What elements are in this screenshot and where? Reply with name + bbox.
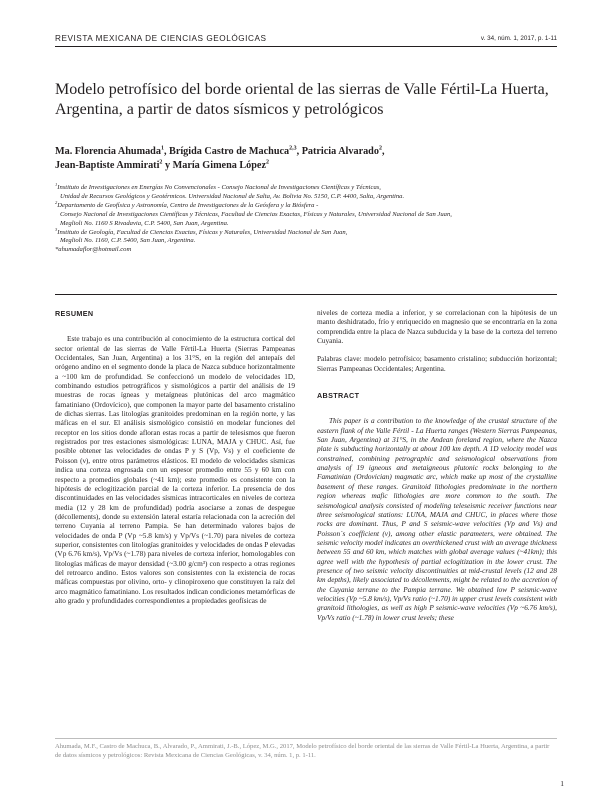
author-affiliation-marker: 2: [265, 159, 269, 166]
page-number: 1: [560, 779, 564, 788]
author-name: Jean-Baptiste Ammirati: [55, 159, 160, 171]
author-affiliation-marker: 1: [160, 145, 164, 152]
issue-info: v. 34, núm. 1, 2017, p. 1-11: [480, 34, 557, 42]
author-name: Brígida Castro de Machuca: [169, 146, 290, 157]
resumen-paragraph-continued: niveles de corteza media a inferior, y se correlacionan con la hipótesis de un manto deshidratado, frío y enriquecido en magnesio que se encontraría en la zona comprendida entre la placa de Nazca subducida y la base de la corteza del terreno Cuyania.: [317, 308, 557, 346]
affiliation-2-cont: Consejo Nacional de Investigaciones Científicas y Técnicas, Facultad de Ciencias Exactas, Físicas y Naturales, Universidad Nacional de San Juan,: [60, 210, 452, 218]
journal-name: REVISTA MEXICANA DE CIENCIAS GEOLÓGICAS: [55, 34, 267, 43]
author-name: Patricia Alvarado: [301, 146, 379, 157]
running-head: [55, 31, 557, 47]
affiliation-3-cont: Meglioli No. 1160, C.P. 5400, San Juan, Argentina.: [60, 237, 196, 245]
section-divider: [55, 294, 557, 295]
affiliation-2: Departamento de Geofísica y Astronomía, Centro de Investigaciones de la Geósfera y la Biósfera -: [57, 201, 319, 209]
author-name: Ma. Florencia Ahumada: [55, 146, 161, 157]
article-title: [55, 80, 560, 119]
citation: Ahumada, M.F., Castro de Machuca, B., Alvarado, P., Ammirati, J.-B., López, M.G., 2017, Modelo petrofísico del borde oriental de las sierras de Valle Fértil-La Huerta, Argentina, a partir de datos sísmicos y petrológicos: Revista Mexicana de Ciencias Geológicas, v. 34, núm. 1, p. 1-11.: [55, 743, 550, 759]
affiliation-1: Instituto de Investigaciones en Energías No Convencionales - Consejo Nacional de Investigaciones Científicas y Técnicas,: [57, 184, 381, 191]
author-name: María Gimena López: [172, 159, 266, 171]
left-column: [55, 309, 295, 605]
abstract-paragraph: This paper is a contribution to the knowledge of the crustal structure of the eastern flank of the Valle Fértil - La Huerta ranges (Western Sierras Pampeanas, San Juan, Argentina) at 31°S, in the Andean foreland region, where the Nazca plate is subducting horizontally at about 100 km depth. A 1D velocity model was constrained, combining petrographic and seismological observations from analysis of 19 igneous and metaigneous plutonic rocks belonging to the Famatinian (Ordovician) magmatic arc, which make up most of the crystalline basement of these ranges. Granitoid lithologies predominate in the northern region whereas mafic lithologies are more common to the south. The seismological analysis consisted of modeling teleseismic receiver functions near three seismological stations: LUNA, MAJA and CHUC, in places where those rocks are dominant. Thus, P and S seismic-wave velocities (Vp and Vs) and Poisson´s coefficient (ν), among other elastic parameters, were obtained. The seismic velocity model indicates an overthickened crust with an average thickness between 55 and 60 km, which matches with global average values (~41km); this agree well with the hypothesis of partial eclogitization in the lower crust. The presence of two seismic velocity discontinuities at mid-crustal levels (12 and 28 km depths), likely associated to décollements, might be related to the accretion of the Cuyania terrane to the Pampia terrane. We obtained low P seismic-wave velocities (Vp ~5.8 km/s), Vp/Vs ratio (~1.70) in upper crust levels consistent with granitoid lithologies, as well as high P seismic-wave velocities (Vp ~6.76 km/s), Vp/Vs ratio (~1.78) in lower crust levels; these: [317, 416, 557, 622]
author-list: Ma. Florencia Ahumada$^1$, Brígida Castro de Machuca$^{2,3}$, Patricia Alvarado$^2$, Jean-Baptiste Ammirati$^2$ y María Gimena López$^2$: [55, 145, 385, 171]
resumen-heading: RESUMEN: [55, 309, 94, 318]
affiliation-2-cont: Meglioli No. 1160 S Rivadavia, C.P. 5400, San Juan, Argentina.: [60, 219, 229, 227]
affiliations: $^1$Instituto de Investigaciones en Energías No Convencionales - Consejo Nacional de Investigaciones Científicas y Técnicas, Unidad de Recursos Geológicos y Geotérmicos. Universidad Nacional de Salta, Av. Bolivia No. 5150, C.P. 4400, Salta, Argentina. $^2$Departamento de Geofísica y Astronomía, Centro de Investigaciones de la Geósfera y la Biósfera - Consejo Nacional de Investigaciones Científicas y Técnicas, Facultad de Ciencias Exactas, Físicas y Naturales, Universidad Nacional de San Juan, Meglioli No. 1160 S Rivadavia, C.P. 5400, San Juan, Argentina. $^3$Instituto de Geología, Facultad de Ciencias Exactas, Físicas y Naturales, Universidad Nacional de San Juan, Meglioli No. 1160, C.P. 5400, San Juan, Argentina. *ahumadaflor@hotmail.com: [55, 181, 452, 254]
title-line-1: Modelo petrofísico del borde oriental de las sierras de Valle Fértil-La Huerta,: [55, 81, 549, 98]
title-line-2: Argentina, a partir de datos sísmicos y petrológicos: [55, 100, 384, 118]
resumen-paragraph: Este trabajo es una contribución al conocimiento de la estructura cortical del sector oriental de las sierras de Valle Fértil-La Huerta (Sierras Pampeanas Occidentales, San Juan, Argentina) a los 31°S, en la región del antepaís del orógeno andino en el segmento donde la placa de Nazca subduce horizontalmente a ~100 km de profundidad. Se confeccionó un modelo de velocidades 1D, combinando estudios petrográficos y sismológicos a partir del análisis de 19 muestras de rocas ígneas y metaígneas plutónicas del arco magmático famatiniano (Ordovícico), que componen la mayor parte del basamento cristalino de dichas sierras. Las litologías granitoides predominan en la región norte, y las máficas en el sur. El análisis sismológico consistió en modelar funciones del receptor en los sitios donde afloran estas rocas a partir de telesismos que fueron registrados por tres estaciones sismológicas: LUNA, MAJA y CHUC. Así, fue posible obtener las velocidades de ondas P y S (Vp, Vs) y el coeficiente de Poisson (ν), entre otros parámetros elásticos. El modelo de velocidades sísmicas indica una corteza engrosada con un espesor promedio entre 55 y 60 km con respecto a promedios globales (~41 km); este promedio es consistente con la hipótesis de eclogitización parcial de la corteza inferior. La presencia de dos discontinuidades en las velocidades sísmicas intracorticales en niveles de corteza media (12 y 28 km de profundidad) podría asociarse a zonas de despegue (décollements), donde su extensión lateral estaría relacionada con la acreción del terreno Cuyania al terreno Pampia. Se han determinado valores bajos de velocidades de onda P (Vp ~5.8 km/s) y Vp/Vs (~1.70) para niveles de corteza superior, consistentes con litologías granitoides y velocidades de ondas P elevadas (Vp 6.76 km/s), Vp/Vs (~1.78) para niveles de corteza inferior, homologables con litologías máficas de mayor densidad (~3.00 g/cm³) con respecto a otras regiones del retroarco andino. Estos valores son consistentes con la existencia de rocas máficas compuestas por olivino, orto- y clinopiroxeno que constituyen la raíz del arco magmático famatiniano. Los resultados indican condiciones metamórficas de alto grado y profundidades correspondientes a propiedades geofísicas de: [55, 334, 295, 605]
footer-divider: [55, 738, 557, 739]
right-column: [317, 308, 557, 622]
author-affiliation-marker: 2: [378, 145, 382, 152]
corresponding-email[interactable]: *ahumadaflor@hotmail.com: [55, 246, 132, 254]
author-affiliation-marker: 2,3: [289, 145, 297, 152]
keywords: Palabras clave: modelo petrofísico; basamento cristalino; subducción horizontal; Sierras Pampeanas Occidentales; Argentina.: [317, 354, 557, 373]
author-affiliation-marker: 2: [159, 159, 163, 166]
affiliation-1-cont: Unidad de Recursos Geológicos y Geotérmicos. Universidad Nacional de Salta, Av. Bolivia No. 5150, C.P. 4400, Salta, Argentina.: [60, 192, 405, 200]
affiliation-3: Instituto de Geología, Facultad de Ciencias Exactas, Físicas y Naturales, Universidad Nacional de San Juan,: [57, 228, 348, 236]
abstract-heading: ABSTRACT: [317, 391, 360, 401]
